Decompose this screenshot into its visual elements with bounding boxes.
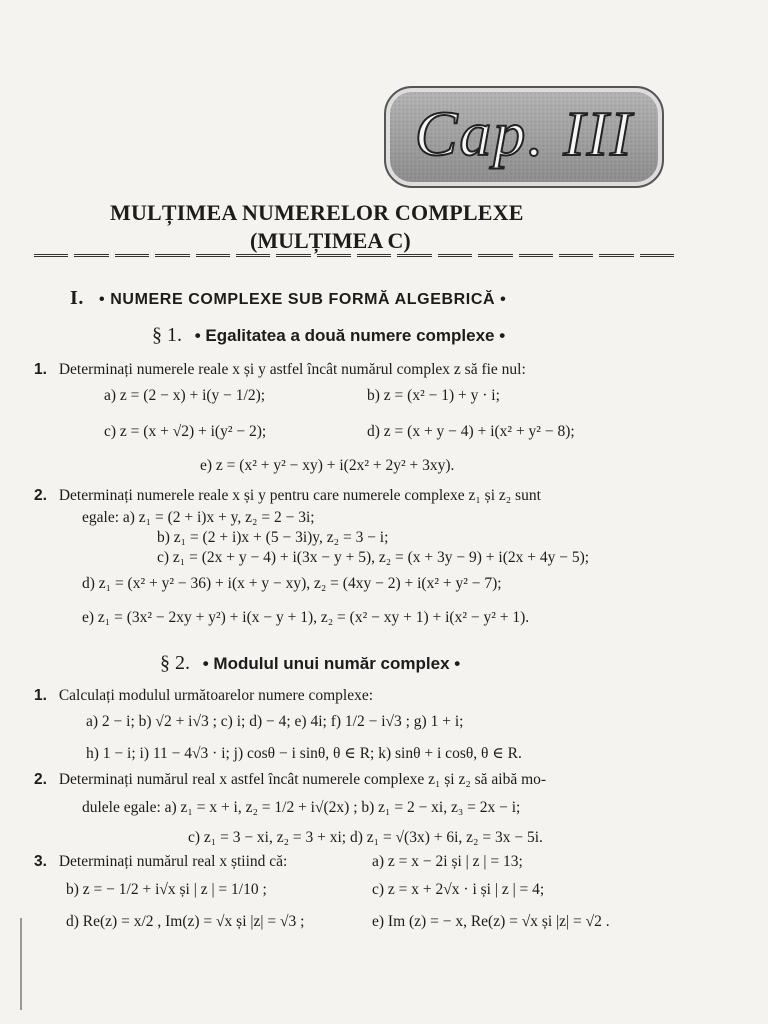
problem-1 (34, 360, 526, 380)
problem-number: 2. (34, 487, 47, 504)
modulus-problem-1 (34, 686, 373, 706)
problem-number: 3. (34, 853, 47, 870)
problem-text: Determinați numărul real x astfel încât numerele complexe z₁ și z₂ să aibă mo- (58, 771, 547, 788)
modulus-problem-3-d: d) Re(z) = x/2 , Im(z) = √x și |z| = √3 ; (66, 913, 305, 930)
section-title: • NUMERE COMPLEXE SUB FORMĂ ALGEBRICĂ • (99, 291, 507, 308)
problem-1-d: d) z = (x + y − 4) + i(x² + y² − 8); (367, 423, 575, 440)
paragraph-heading-1 (152, 324, 505, 347)
problem-1-e: e) z = (x² + y² − xy) + i(2x² + 2y² + 3xy). (200, 457, 455, 474)
modulus-problem-3-e: e) Im (z) = − x, Re(z) = √x și |z| = √2 . (372, 913, 610, 930)
problem-2 (34, 486, 541, 506)
chapter-title: MULȚIMEA NUMERELOR COMPLEXE (110, 200, 524, 225)
problem-number: 1. (34, 361, 47, 378)
paragraph-title: • Modulul unui număr complex • (202, 654, 461, 673)
scan-edge-mark (20, 918, 22, 1010)
problem-text: Calculați modulul următoarelor numere complexe: (58, 687, 374, 704)
section-heading (70, 287, 690, 310)
problem-number: 2. (34, 771, 47, 788)
problem-1-b: b) z = (x² − 1) + y · i; (367, 387, 500, 404)
problem-2-c: c) z₁ = (2x + y − 4) + i(3x − y + 5), z₂ = (x + 3y − 9) + i(2x + 4y − 5); (157, 549, 590, 566)
paragraph-number: § 1. (152, 324, 182, 346)
paragraph-number: § 2. (160, 652, 190, 674)
section-roman: I. (70, 287, 84, 309)
problem-2-b: b) z₁ = (2 + i)x + (5 − 3i)y, z₂ = 3 − i; (157, 529, 389, 546)
paragraph-title: • Egalitatea a două numere complexe • (194, 326, 506, 345)
modulus-problem-2-row-1: dulele egale: a) z₁ = x + i, z₂ = 1/2 + i√(2x) ; b) z₁ = 2 − xi, z₃ = 2x − i; (82, 799, 521, 816)
problem-2-e: e) z₁ = (3x² − 2xy + y²) + i(x − y + 1), z₂ = (x² − xy + 1) + i(x² − y² + 1). (82, 609, 530, 626)
modulus-problem-3-a: a) z = x − 2i și | z | = 13; (372, 853, 523, 870)
problem-text: Determinați numerele reale x și y pentru care numerele complexe z₁ și z₂ sunt (58, 487, 541, 504)
modulus-problem-2-row-2: c) z₁ = 3 − xi, z₂ = 3 + xi; d) z₁ = √(3x) + 6i, z₂ = 3x − 5i. (188, 829, 543, 846)
modulus-problem-3-b: b) z = − 1/2 + i√x și | z | = 1/10 ; (66, 881, 267, 898)
modulus-problem-1-row-1: a) 2 − i; b) √2 + i√3 ; c) i; d) − 4; e) 4i; f) 1/2 − i√3 ; g) 1 + i; (86, 713, 464, 730)
modulus-problem-2 (34, 770, 546, 790)
paragraph-heading-2 (160, 652, 460, 675)
problem-2-a: egale: a) z₁ = (2 + i)x + y, z₂ = 2 − 3i; (82, 509, 315, 526)
chapter-badge (384, 86, 664, 188)
problem-text: Determinați numerele reale x și y astfel încât numărul complex z să fie nul: (58, 361, 526, 378)
problem-1-a: a) z = (2 − x) + i(y − 1/2); (104, 387, 266, 404)
dashed-divider (34, 250, 674, 260)
chapter-subtitle: (MULȚIMEA C) (250, 228, 411, 253)
problem-1-c: c) z = (x + √2) + i(y² − 2); (104, 423, 267, 440)
problem-2-d: d) z₁ = (x² + y² − 36) + i(x + y − xy), z₂ = (4xy − 2) + i(x² + y² − 7); (82, 575, 502, 592)
problem-text: Determinați numărul real x știind că: (58, 853, 288, 870)
problem-number: 1. (34, 687, 47, 704)
modulus-problem-1-row-2: h) 1 − i; i) 11 − 4√3 · i; j) cosθ − i sinθ, θ ∈ R; k) sinθ + i cosθ, θ ∈ R. (86, 745, 522, 762)
modulus-problem-3 (34, 852, 287, 872)
modulus-problem-3-c: c) z = x + 2√x · i și | z | = 4; (372, 881, 545, 898)
chapter-label: Cap. III (414, 98, 634, 169)
